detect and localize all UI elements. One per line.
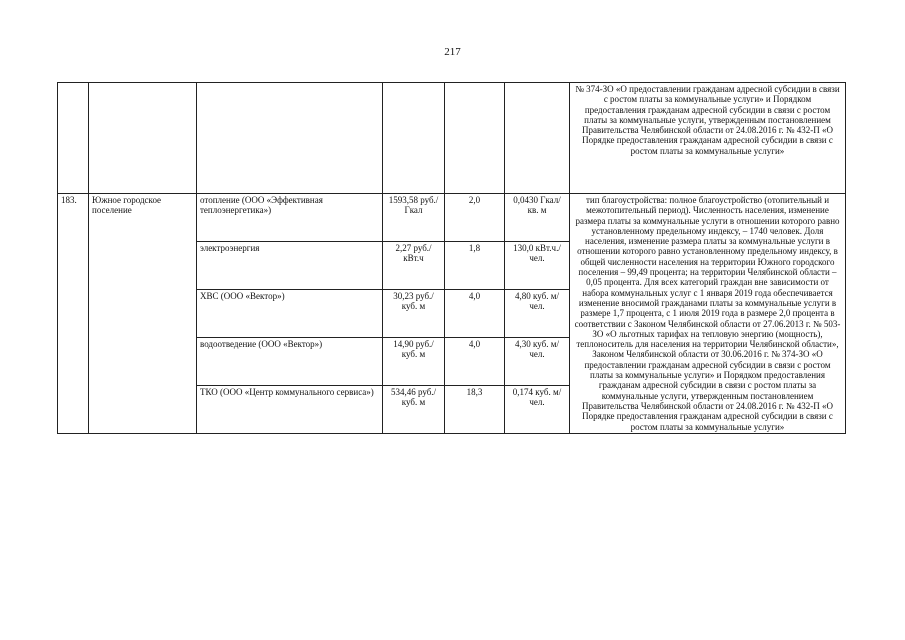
cell-note: № 374-ЗО «О предоставлении гражданам адресной субсидии в связи с ростом платы за коммунальные услуги» и Порядком предоставления гражданам адресной субсидии в связи с ростом платы за коммунальные услуги, утвержденным постановлением Правительства Челябинской области от 24.08.2016 г. № 432-П «О Порядке предоставления гражданам адресной субсидии в связи с ростом платы за коммунальные услуги» <box>570 83 846 194</box>
cell-tariff-value: 2,27 руб./кВт.ч <box>383 241 445 289</box>
cell-service-name: отопление (ООО «Эффективная теплоэнергетика») <box>197 194 383 242</box>
cell-row-number: 183. <box>58 194 89 434</box>
cell-percent-value: 4,0 <box>445 289 505 337</box>
cell-percent-value: 1,8 <box>445 241 505 289</box>
table-row-183-heating <box>58 194 846 242</box>
cell-service <box>197 83 383 194</box>
cell-norm-value: 130,0 кВт.ч./чел. <box>505 241 570 289</box>
cell-municipality <box>89 83 197 194</box>
cell-norm-value: 0,174 куб. м/чел. <box>505 385 570 433</box>
cell-tariff-value: 30,23 руб./куб. м <box>383 289 445 337</box>
page-number: 217 <box>444 46 461 58</box>
table-row-continuation <box>58 83 846 194</box>
tariff-table <box>57 82 846 434</box>
cell-number <box>58 83 89 194</box>
cell-municipality-name: Южное городское поселение <box>89 194 197 434</box>
cell-norm <box>505 83 570 194</box>
cell-norm-value: 0,0430 Гкал/кв. м <box>505 194 570 242</box>
cell-tariff-value: 534,46 руб./куб. м <box>383 385 445 433</box>
cell-percent-value: 18,3 <box>445 385 505 433</box>
cell-service-name: ХВС (ООО «Вектор») <box>197 289 383 337</box>
cell-norm-value: 4,30 куб. м/чел. <box>505 337 570 385</box>
cell-tariff-value: 14,90 руб./куб. м <box>383 337 445 385</box>
cell-norm-value: 4,80 куб. м/чел. <box>505 289 570 337</box>
cell-percent-value: 2,0 <box>445 194 505 242</box>
cell-percent-value: 4,0 <box>445 337 505 385</box>
cell-tariff <box>383 83 445 194</box>
cell-service-name: водоотведение (ООО «Вектор») <box>197 337 383 385</box>
cell-percent <box>445 83 505 194</box>
cell-service-name: ТКО (ООО «Центр коммунального сервиса») <box>197 385 383 433</box>
cell-note-text: тип благоустройства: полное благоустройство (отопительный и межотопительный период). Численность населения, изменение размера платы за коммунальные услуги в отношении которого равно установленному предельному индексу, – 1740 человек. Доля населения, изменение размера платы за коммунальные услуги в отношении которого равно установленному предельному индексу, в общей численности населения на территории Южного городского поселения – 99,49 процента; на территории Челябинской области – 0,05 процента. Для всех категорий граждан вне зависимости от набора коммунальных услуг с 1 января 2019 года обеспечивается изменение вносимой гражданами платы за коммунальные услуги в размере 1,7 процента, с 1 июля 2019 года в размере 2,0 процента в соответствии с Законом Челябинской области от 27.06.2013 г. № 503-ЗО «О льготных тарифах на тепловую энергию (мощность), теплоноситель для населения на территории Челябинской области», Законом Челябинской области от 30.06.2016 г. № 374-ЗО «О предоставлении гражданам адресной субсидии в связи с ростом платы за коммунальные услуги» и Порядком предоставления гражданам адресной субсидии в связи с ростом платы за коммунальные услуги, утвержденным постановлением Правительства Челябинской области от 24.08.2016 г. № 432-П «О Порядке предоставления гражданам адресной субсидии в связи с ростом платы за коммунальные услуги» <box>570 194 846 434</box>
cell-service-name: электроэнергия <box>197 241 383 289</box>
cell-tariff-value: 1593,58 руб./Гкал <box>383 194 445 242</box>
